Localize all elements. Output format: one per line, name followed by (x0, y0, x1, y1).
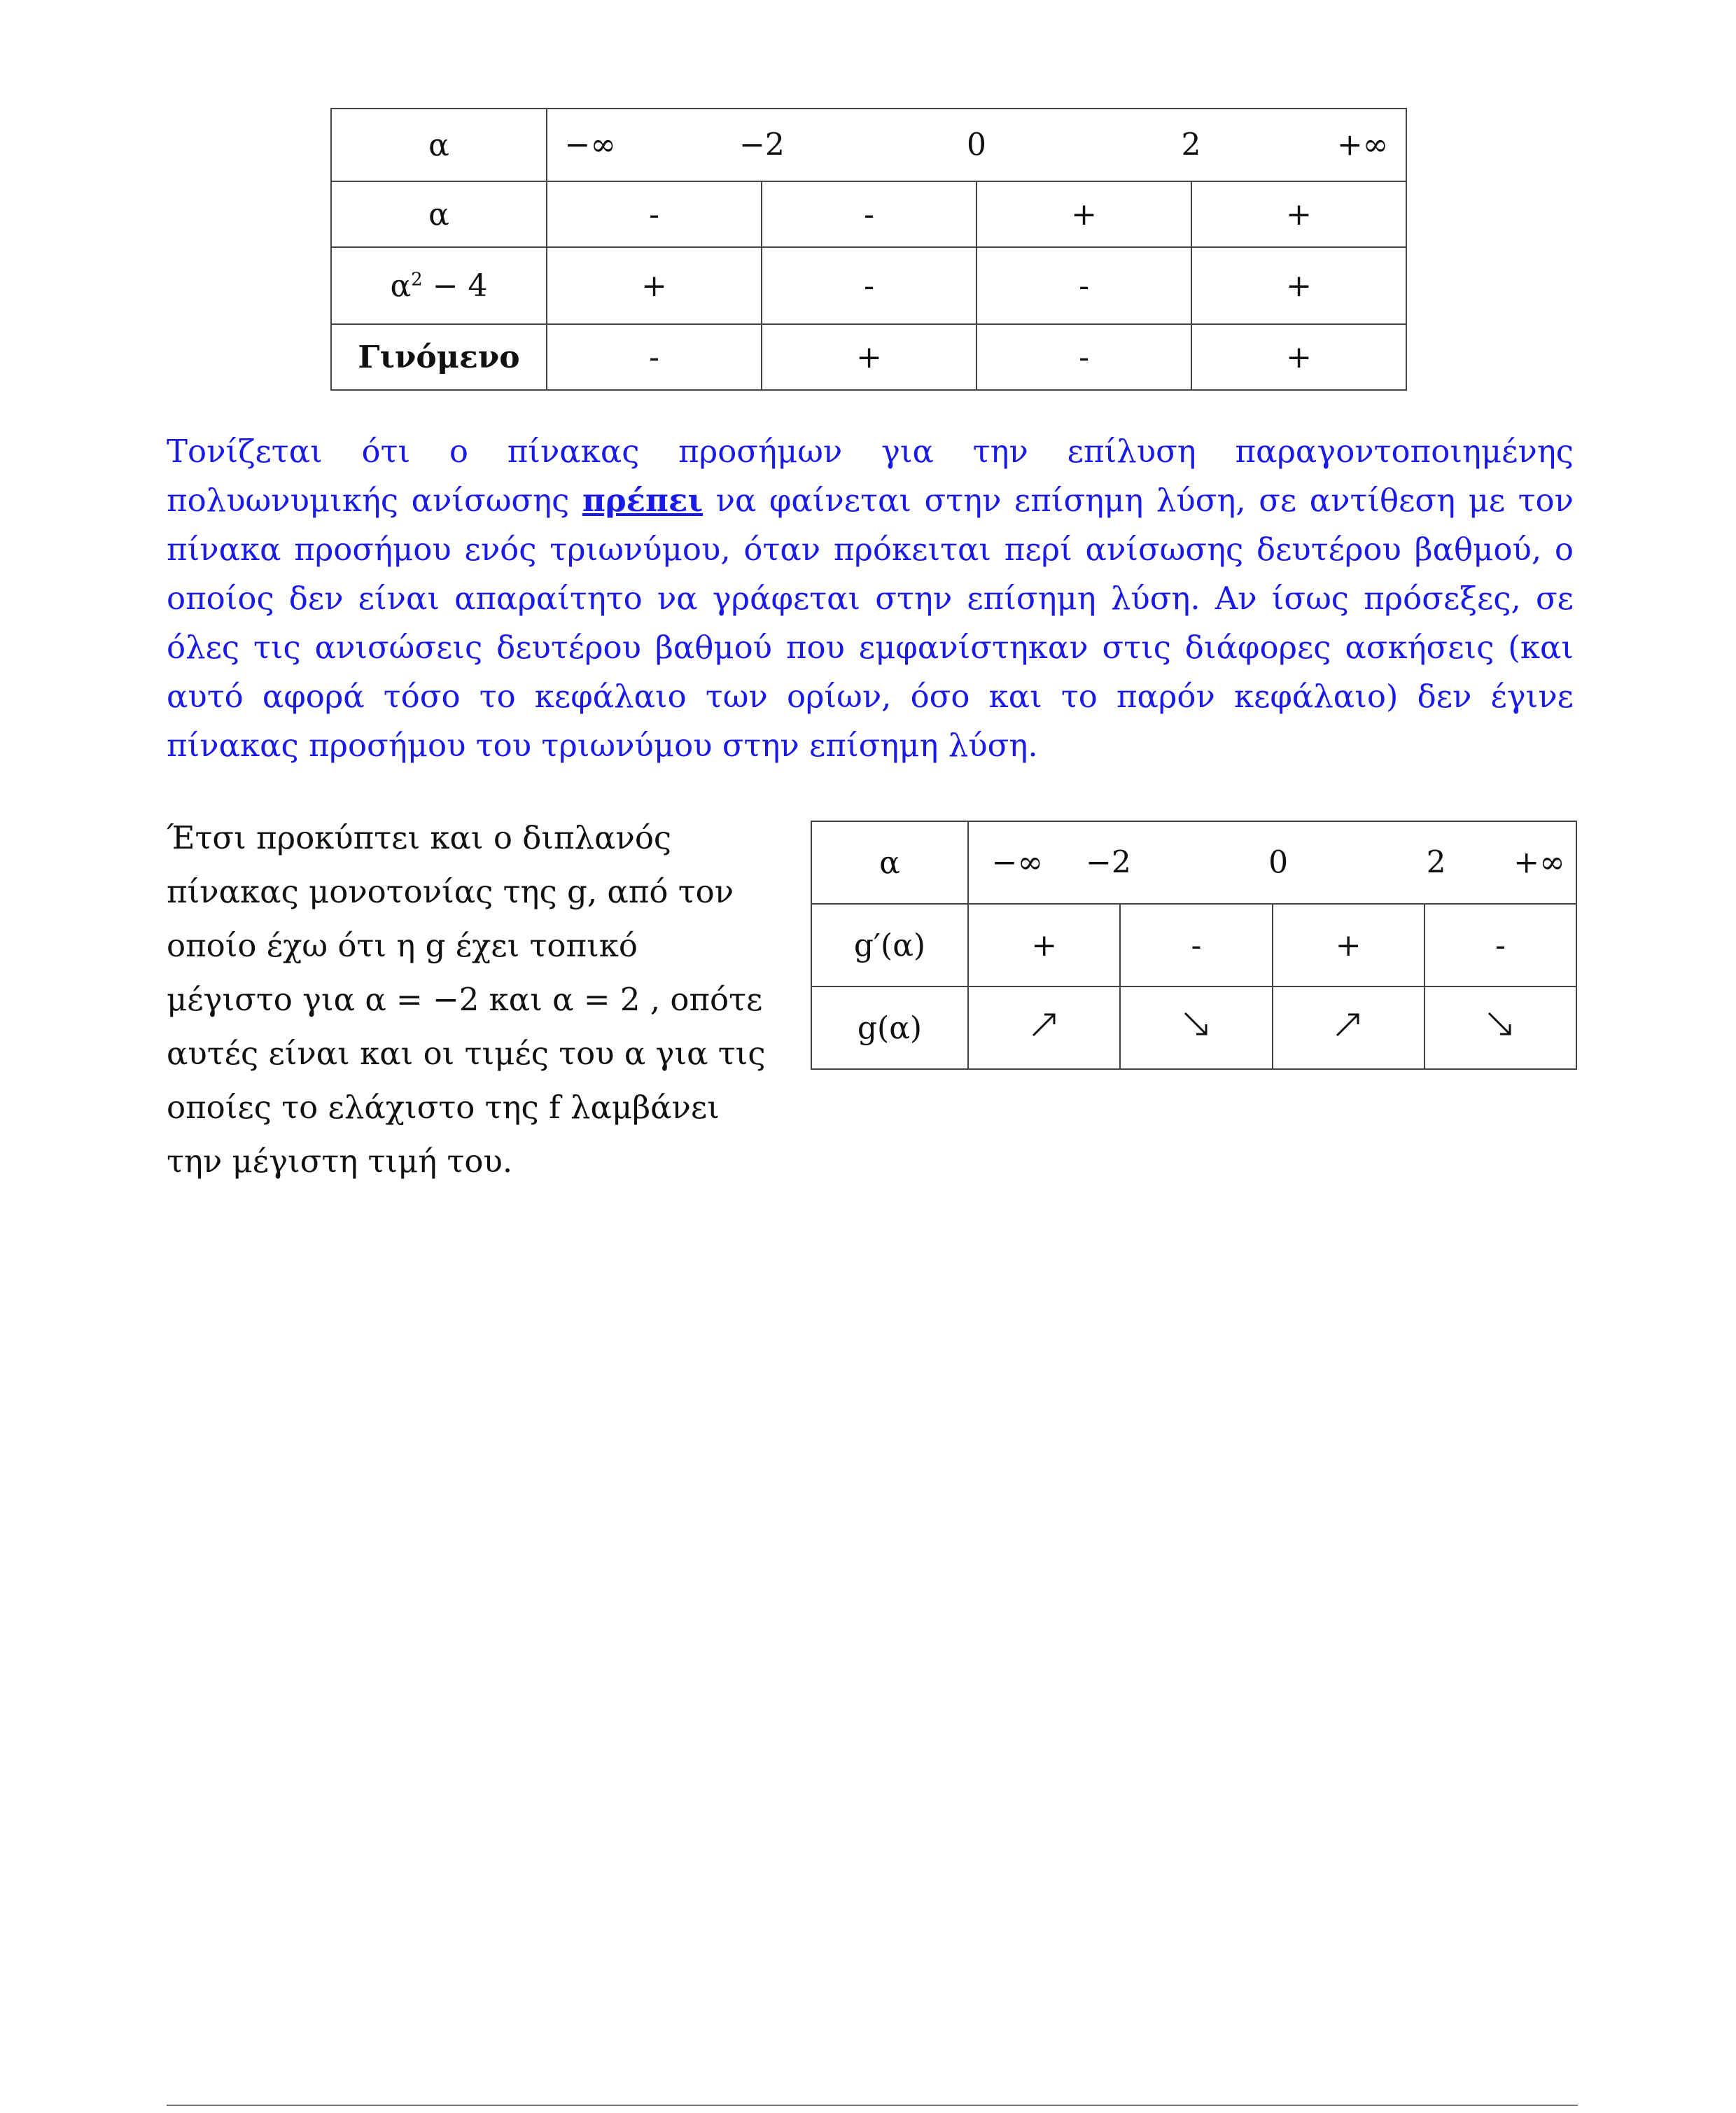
arrow-cell (968, 986, 1120, 1069)
label-exponent: 2 (411, 268, 423, 290)
footer-rule (167, 2105, 1578, 2106)
sign-cell: + (547, 247, 762, 324)
point-plus-infinity: +∞ (1513, 844, 1565, 881)
sign-cell: - (1120, 904, 1272, 986)
point-two: 2 (1426, 844, 1446, 881)
sign-cell: + (976, 181, 1191, 247)
point-minus-two: −2 (1085, 844, 1131, 881)
body-paragraph: Έτσι προκύπτει και ο διπλανός πίνακας μονοτονίας της g, από τον οποίο έχω ότι η g έχει τοπικό μέγιστο για α = −2 και α = 2 , οπότε αυτές είναι και οι τιμές του α για τις οποίες το ελάχιστο της f λαμβάνει την μέγιστη τιμή του. (167, 819, 766, 1180)
table-row (331, 324, 1406, 390)
sign-cell: + (1191, 181, 1406, 247)
note-text-continued: να φαίνεται στην επίσημη λύση, σε αντίθεση με τον πίνακα προσήμου ενός τριωνύμου, όταν πρόκειται περί ανίσωσης δευτέρου βαθμού, ο οποίος δεν είναι απαραίτητο να γράφεται στην επίσημη λύση. Αν ίσως πρόσεξες, σε όλες τις ανισώσεις δευτέρου βαθμού που εμφανίστηκαν στις διάφορες ασκήσεις (και αυτό αφορά τόσο το κεφάλαιο των ορίων, όσο και το παρόν κεφάλαιο) δεν έγινε πίνακας προσήμου του τριωνύμου στην επίσημη λύση. (167, 482, 1574, 764)
label-rest: − 4 (422, 267, 488, 304)
row-label: g′(α) (811, 904, 968, 986)
table-row (811, 986, 1576, 1069)
down-arrow-icon (1181, 1009, 1212, 1040)
table-header-row (811, 821, 1576, 904)
table-row (331, 247, 1406, 324)
sign-cell: - (762, 247, 976, 324)
sign-cell: + (1191, 247, 1406, 324)
note-text: Τονίζεται ότι ο πίνακας προσήμων για την επίλυση παραγοντοποιημένης πολυωνυμικής ανίσωσης (167, 433, 1574, 519)
down-arrow-icon (1485, 1009, 1516, 1040)
up-arrow-icon (1333, 1009, 1364, 1040)
row-label (331, 247, 547, 324)
table-header-row (331, 109, 1406, 181)
point-zero: 0 (967, 127, 986, 163)
sign-cell: + (968, 904, 1120, 986)
monotonicity-table (811, 821, 1577, 1070)
arrow-cell (1273, 986, 1424, 1069)
sign-table (330, 108, 1407, 391)
sign-cell: - (1424, 904, 1576, 986)
point-minus-infinity: −∞ (564, 127, 617, 163)
point-minus-two: −2 (739, 127, 785, 163)
label-base: α (390, 267, 412, 304)
row-label: g(α) (811, 986, 968, 1069)
table-row (811, 904, 1576, 986)
point-two: 2 (1181, 127, 1201, 163)
row-label: α (331, 181, 547, 247)
header-points (547, 109, 1406, 181)
arrow-cell (1424, 986, 1576, 1069)
sign-cell: - (976, 324, 1191, 390)
sign-cell: - (547, 324, 762, 390)
point-plus-infinity: +∞ (1336, 127, 1389, 163)
sign-cell: - (547, 181, 762, 247)
up-arrow-icon (1029, 1009, 1060, 1040)
arrow-cell (1120, 986, 1272, 1069)
header-label: α (811, 821, 968, 904)
sign-cell: - (976, 247, 1191, 324)
point-minus-infinity: −∞ (991, 844, 1044, 881)
header-label: α (331, 109, 547, 181)
table-row (331, 181, 1406, 247)
header-points (968, 821, 1576, 904)
note-emphasis: πρέπει (582, 482, 704, 519)
row-label: Γινόμενο (331, 324, 547, 390)
note-paragraph (167, 427, 1574, 770)
sign-cell: + (1191, 324, 1406, 390)
sign-cell: + (762, 324, 976, 390)
sign-cell: + (1273, 904, 1424, 986)
point-zero: 0 (1268, 844, 1289, 881)
sign-cell: - (762, 181, 976, 247)
